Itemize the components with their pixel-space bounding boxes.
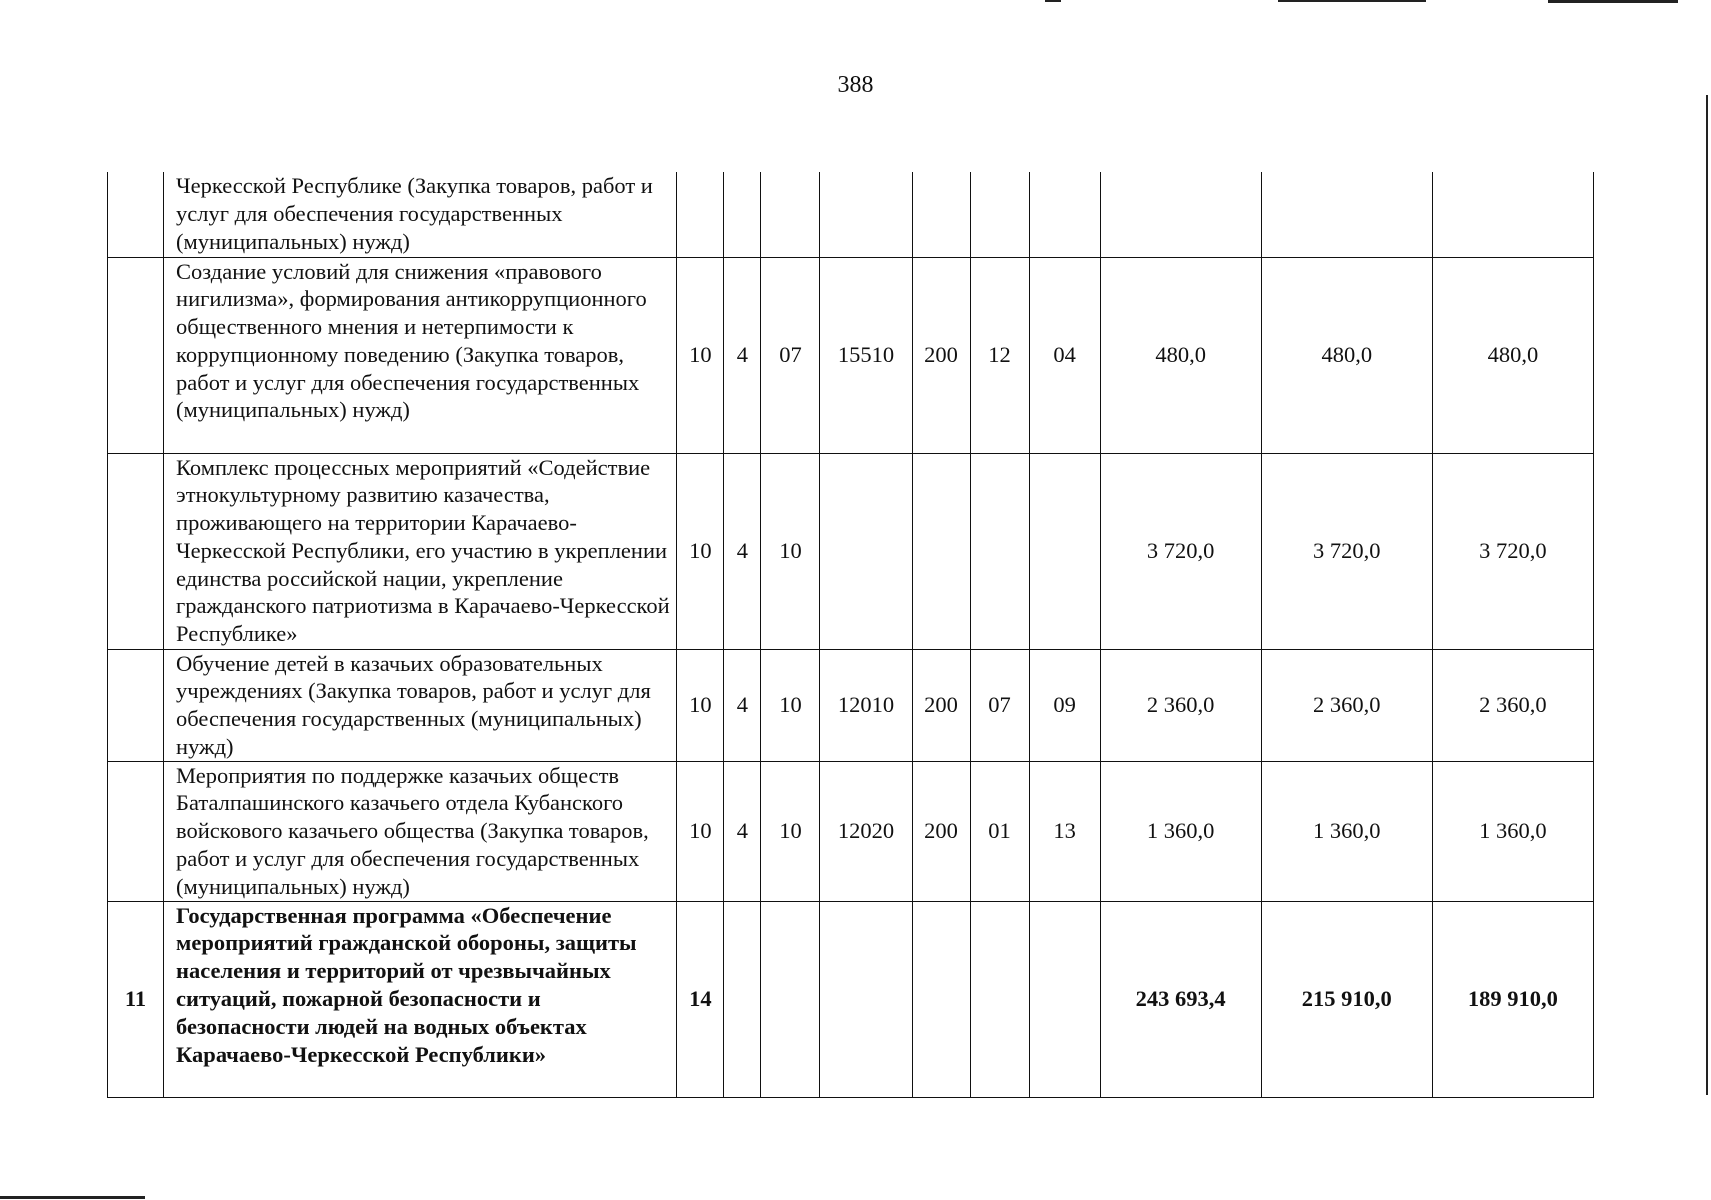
scan-mark-top-1 [1045,0,1061,2]
code-subsection [1029,901,1100,1097]
code-type: 4 [724,257,761,453]
code-direction: 12020 [820,761,912,901]
amount-year-3: 3 720,0 [1432,453,1593,649]
row-number [108,257,164,453]
code-type [724,901,761,1097]
row-description: Комплекс процессных мероприятий «Содействие этнокультурному развитию казачества, проживающего на территории Карачаево-Черкесской Республики, его участию в укреплении единства российской нации, укрепление гражданского патриотизма в Карачаево-Черкесской Республике» [164,453,677,649]
amount-year-2: 2 360,0 [1261,649,1432,761]
code-type: 4 [724,453,761,649]
row-number: 11 [108,901,164,1097]
table-row [108,172,1594,257]
row-number [108,172,164,257]
code-subsection [1029,172,1100,257]
table-row [108,649,1594,761]
amount-year-3: 1 360,0 [1432,761,1593,901]
table-row [108,453,1594,649]
code-type: 4 [724,761,761,901]
code-direction [820,453,912,649]
amount-year-2: 3 720,0 [1261,453,1432,649]
code-ministry: 10 [677,257,724,453]
amount-year-1: 1 360,0 [1100,761,1261,901]
amount-year-1: 243 693,4 [1100,901,1261,1097]
amount-year-1: 3 720,0 [1100,453,1261,649]
budget-table [107,172,1594,1098]
code-subprogram: 10 [761,761,820,901]
code-subprogram [761,172,820,257]
code-expense-type [912,901,970,1097]
code-ministry: 10 [677,453,724,649]
code-type [724,172,761,257]
amount-year-2 [1261,172,1432,257]
code-section: 01 [970,761,1029,901]
code-subsection: 09 [1029,649,1100,761]
code-subprogram: 10 [761,453,820,649]
code-section [970,172,1029,257]
code-direction: 15510 [820,257,912,453]
table-row [108,761,1594,901]
row-number [108,761,164,901]
code-section: 07 [970,649,1029,761]
row-number [108,453,164,649]
code-ministry [677,172,724,257]
code-subprogram [761,901,820,1097]
page-number: 388 [837,72,874,98]
amount-year-3 [1432,172,1593,257]
code-expense-type: 200 [912,649,970,761]
row-number [108,649,164,761]
code-subprogram: 10 [761,649,820,761]
amount-year-1: 2 360,0 [1100,649,1261,761]
amount-year-1: 480,0 [1100,257,1261,453]
row-description: Мероприятия по поддержке казачьих обществ Баталпашинского казачьего отдела Кубанского войскового казачьего общества (Закупка товаров, работ и услуг для обеспечения государственных (муниципальных) нужд) [164,761,677,901]
scan-mark-top-3 [1548,0,1678,3]
row-description: Черкесской Республике (Закупка товаров, работ и услуг для обеспечения государственных (муниципальных) нужд) [164,172,677,257]
row-description: Создание условий для снижения «правового нигилизма», формирования антикоррупционного общественного мнения и нетерпимости к коррупционному поведению (Закупка товаров, работ и услуг для обеспечения государственных (муниципальных) нужд) [164,257,677,453]
scan-mark-top-2 [1278,0,1426,2]
code-ministry: 14 [677,901,724,1097]
row-description: Государственная программа «Обеспечение мероприятий гражданской обороны, защиты населения и территорий от чрезвычайных ситуаций, пожарной безопасности и безопасности людей на водных объектах Карачаево-Черкесской Республики» [164,901,677,1097]
code-subsection [1029,453,1100,649]
scan-mark-right-edge [1706,95,1708,1095]
amount-year-2: 215 910,0 [1261,901,1432,1097]
table-row [108,257,1594,453]
code-subsection: 13 [1029,761,1100,901]
code-subsection: 04 [1029,257,1100,453]
code-expense-type [912,172,970,257]
amount-year-3: 189 910,0 [1432,901,1593,1097]
code-section [970,453,1029,649]
amount-year-1 [1100,172,1261,257]
table-row [108,901,1594,1097]
row-description: Обучение детей в казачьих образовательных учреждениях (Закупка товаров, работ и услуг для обеспечения государственных (муниципальных) нужд) [164,649,677,761]
amount-year-3: 480,0 [1432,257,1593,453]
code-direction [820,901,912,1097]
code-ministry: 10 [677,649,724,761]
code-subprogram: 07 [761,257,820,453]
code-ministry: 10 [677,761,724,901]
code-direction: 12010 [820,649,912,761]
amount-year-2: 480,0 [1261,257,1432,453]
code-section: 12 [970,257,1029,453]
code-expense-type [912,453,970,649]
amount-year-2: 1 360,0 [1261,761,1432,901]
code-direction [820,172,912,257]
code-type: 4 [724,649,761,761]
amount-year-3: 2 360,0 [1432,649,1593,761]
code-expense-type: 200 [912,761,970,901]
scan-mark-bottom-left [0,1196,145,1199]
code-expense-type: 200 [912,257,970,453]
code-section [970,901,1029,1097]
